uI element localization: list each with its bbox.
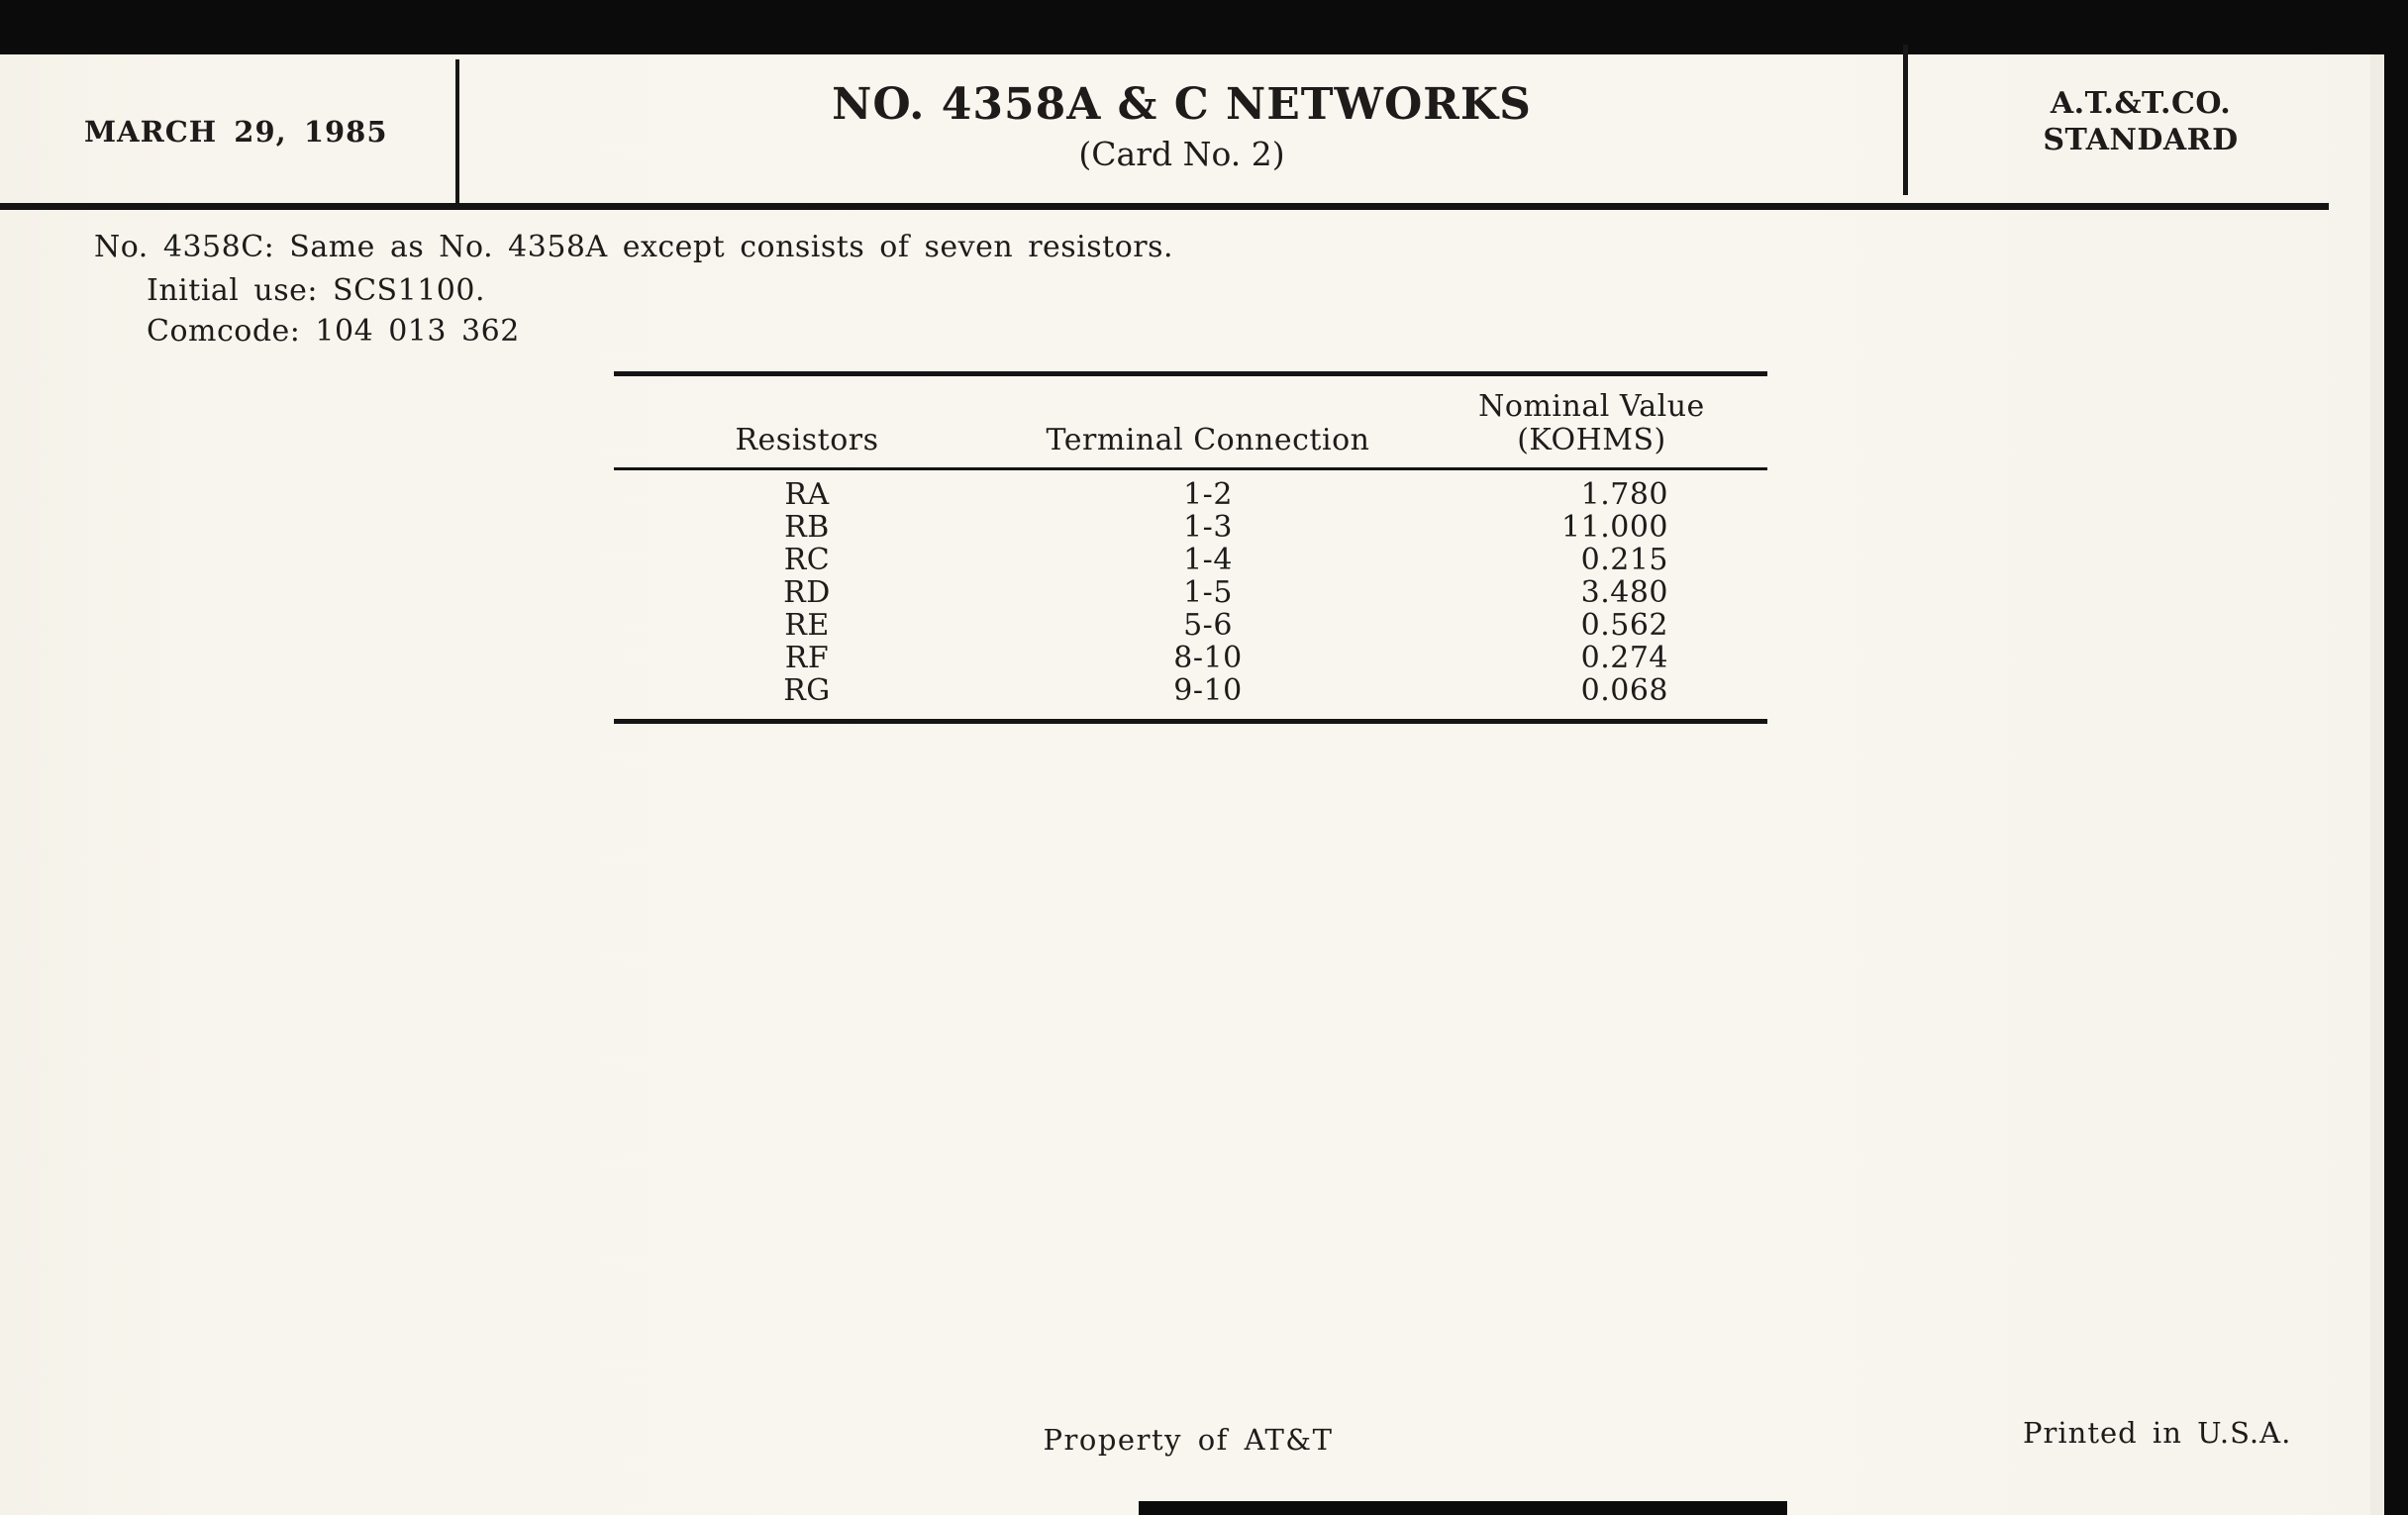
note-comcode: Comcode: 104 013 362 (147, 314, 520, 349)
nominal-value-line2: (KOHMS) (1517, 423, 1666, 457)
standard-line1: A.T.&T.CO. (2050, 86, 2232, 121)
footer-property-notice: Property of AT&T (1043, 1423, 1334, 1457)
cell-nominal-value: 0.215 (1580, 543, 1668, 577)
cell-resistor: RA (784, 477, 830, 512)
card-date: MARCH 29, 1985 (84, 115, 388, 149)
table-row (614, 674, 1767, 722)
scan-edge-seam (2370, 0, 2384, 1515)
cell-nominal-value: 0.274 (1580, 641, 1668, 675)
column-header-resistors: Resistors (735, 423, 879, 457)
cell-nominal-value: 11.000 (1561, 510, 1668, 545)
standard-line2: STANDARD (2043, 123, 2239, 157)
cell-terminal-connection: 1-2 (1183, 477, 1233, 512)
cell-terminal-connection: 1-3 (1183, 510, 1233, 545)
note-initial-use: Initial use: SCS1100. (147, 273, 485, 308)
resistor-table-header (614, 374, 1767, 469)
cell-resistor: RG (783, 673, 831, 708)
footer-printed-notice: Printed in U.S.A. (2023, 1416, 2292, 1450)
cell-nominal-value: 0.562 (1580, 608, 1668, 643)
cell-terminal-connection: 1-5 (1183, 575, 1233, 610)
table-row (614, 544, 1767, 576)
table-header-row (614, 374, 1767, 469)
page-subtitle: (Card No. 2) (1078, 135, 1285, 173)
cell-terminal-connection: 8-10 (1173, 641, 1243, 675)
scan-artifact-bottom (1139, 1501, 1787, 1515)
table-row (614, 576, 1767, 609)
table-row (614, 609, 1767, 642)
nominal-value-line1: Nominal Value (1478, 389, 1705, 424)
column-header-terminal-connection: Terminal Connection (1046, 423, 1370, 457)
scan-artifact-right (2384, 0, 2408, 1515)
cell-nominal-value: 1.780 (1580, 477, 1668, 512)
resistor-table-body (614, 469, 1767, 722)
title-block (460, 79, 1903, 173)
resistor-table (614, 371, 1767, 724)
scan-artifact-top (0, 0, 2408, 54)
cell-resistor: RF (784, 641, 830, 675)
cell-nominal-value: 3.480 (1580, 575, 1668, 610)
cell-nominal-value: 0.068 (1580, 673, 1668, 708)
table-row (614, 511, 1767, 544)
cell-terminal-connection: 5-6 (1183, 608, 1233, 643)
cell-resistor: RD (783, 575, 831, 610)
table-row (614, 469, 1767, 512)
cell-resistor: RE (784, 608, 830, 643)
column-header-nominal-value (1416, 374, 1767, 469)
table-row (614, 642, 1767, 674)
cell-resistor: RC (783, 543, 831, 577)
header-rule (0, 203, 2329, 210)
standard-label (1908, 85, 2373, 158)
page-title: NO. 4358A & C NETWORKS (832, 79, 1532, 130)
header-divider-left (455, 59, 459, 205)
cell-terminal-connection: 9-10 (1173, 673, 1243, 708)
cell-resistor: RB (784, 510, 830, 545)
cell-terminal-connection: 1-4 (1183, 543, 1233, 577)
note-description: No. 4358C: Same as No. 4358A except consists of seven resistors. (94, 230, 1174, 264)
